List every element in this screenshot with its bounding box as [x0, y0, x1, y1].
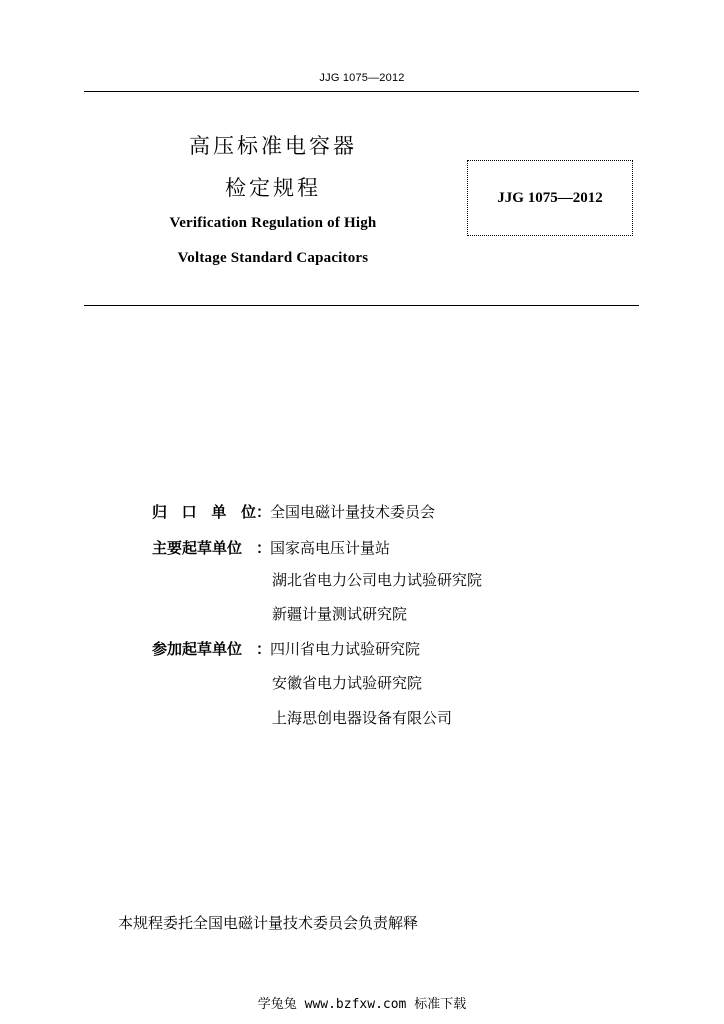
responsible-label-char: 口 — [181, 502, 197, 521]
standard-code-box — [467, 160, 633, 236]
org-row-participating — [152, 636, 420, 660]
participating-org-name: 四川省电力试验研究院 — [270, 639, 421, 658]
responsible-label-char: 位 — [240, 502, 256, 521]
title-bottom-rule — [84, 305, 639, 306]
responsible-label — [152, 501, 256, 522]
participating-label: 参加起草单位 — [152, 639, 243, 658]
participating-org-name: 上海思创电器设备有限公司 — [272, 708, 453, 727]
main-drafting-org-name: 国家高电压计量站 — [270, 538, 391, 557]
main-drafting-org-name: 湖北省电力公司电力试验研究院 — [272, 570, 483, 589]
responsible-org-name: 全国电磁计量技术委员会 — [270, 502, 436, 521]
responsible-label-char: 归 — [152, 502, 168, 521]
org-row-main-drafting — [152, 535, 390, 559]
title-en-line-1: Verification Regulation of High — [169, 215, 377, 231]
participating-org-name: 安徽省电力试验研究院 — [272, 673, 423, 692]
responsible-colon: ： — [256, 502, 272, 521]
header-rule — [84, 91, 639, 92]
participating-colon: ： — [256, 639, 272, 658]
main-drafting-label: 主要起草单位 — [152, 538, 243, 557]
download-watermark: 学兔兔 www.bzfxw.com 标准下载 — [257, 997, 467, 1012]
interpretation-note: 本规程委托全国电磁计量技术委员会负责解释 — [118, 914, 419, 932]
running-header-code: JJG 1075—2012 — [319, 72, 405, 84]
responsible-label-char: 单 — [211, 502, 227, 521]
main-drafting-org-name: 新疆计量测试研究院 — [272, 604, 408, 623]
title-cn-line-2: 检定规程 — [225, 176, 321, 200]
org-row-responsible — [152, 499, 435, 523]
title-en-line-2: Voltage Standard Capacitors — [177, 250, 369, 266]
main-drafting-colon: ： — [256, 538, 272, 557]
standard-code-box-text: JJG 1075—2012 — [497, 189, 603, 206]
title-cn-line-1: 高压标准电容器 — [189, 134, 357, 158]
